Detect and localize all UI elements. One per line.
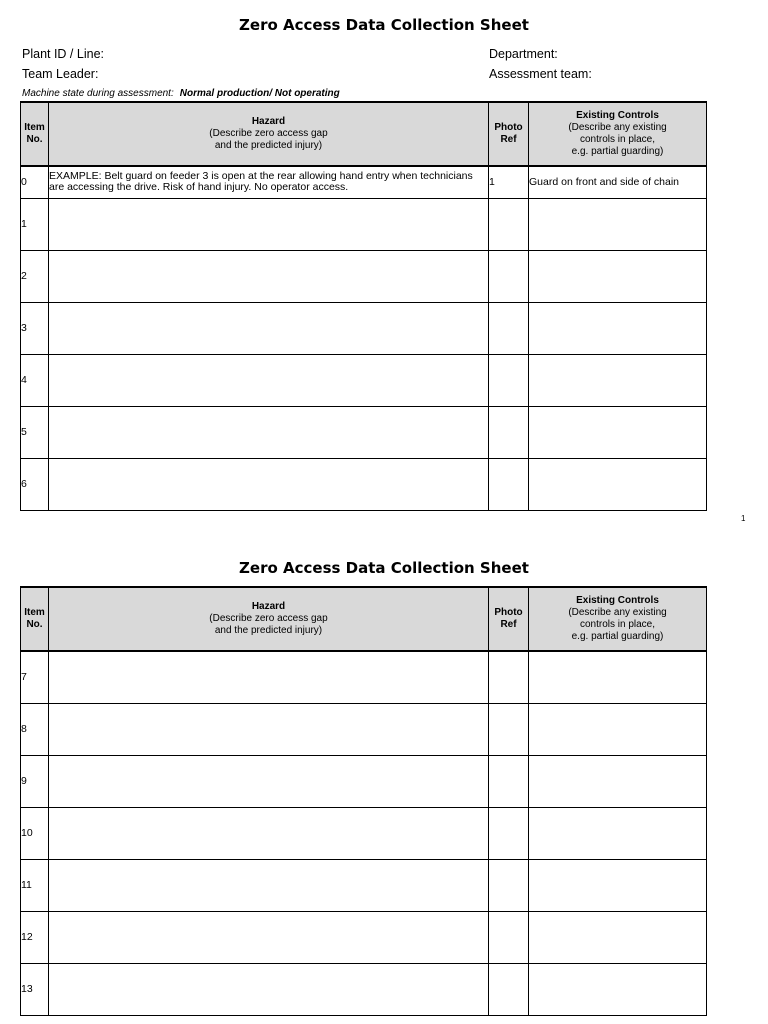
- controls-cell[interactable]: [529, 458, 707, 510]
- hazard-cell[interactable]: [49, 859, 489, 911]
- table-row: [21, 250, 707, 302]
- photo-ref-cell[interactable]: [489, 807, 529, 859]
- existing-controls-header: Existing Controls (Describe any existing controls in place, e.g. partial guarding): [529, 587, 707, 651]
- item-number: 2: [21, 250, 49, 302]
- table-row: [21, 703, 707, 755]
- table-row: [21, 963, 707, 1015]
- item-no-header: Item No.: [21, 587, 49, 651]
- controls-cell[interactable]: [529, 198, 707, 250]
- photo-ref-cell[interactable]: [489, 755, 529, 807]
- table-row: [21, 651, 707, 703]
- hazard-cell[interactable]: [49, 911, 489, 963]
- controls-cell[interactable]: [529, 250, 707, 302]
- photo-ref-cell[interactable]: [489, 354, 529, 406]
- table-row: [21, 807, 707, 859]
- table-row: [21, 198, 707, 250]
- machine-state-label: Machine state during assessment:: [22, 88, 174, 99]
- hazard-cell[interactable]: [49, 807, 489, 859]
- table-row: [21, 458, 707, 510]
- photo-ref-header: Photo Ref: [489, 102, 529, 166]
- photo-ref-header: Photo Ref: [489, 587, 529, 651]
- item-no-header: Item No.: [21, 102, 49, 166]
- hazard-cell[interactable]: [49, 458, 489, 510]
- page-title: Zero Access Data Collection Sheet: [239, 16, 529, 34]
- table-row: [21, 406, 707, 458]
- item-number: 8: [21, 703, 49, 755]
- hazard-cell[interactable]: EXAMPLE: Belt guard on feeder 3 is open at the rear allowing hand entry when technicians are accessing the drive. Risk of hand injury. No operator access.: [49, 166, 489, 198]
- example-row: [21, 166, 707, 198]
- hazard-cell[interactable]: [49, 651, 489, 703]
- controls-cell[interactable]: [529, 911, 707, 963]
- item-number: 7: [21, 651, 49, 703]
- hazard-cell[interactable]: [49, 755, 489, 807]
- photo-ref-cell[interactable]: 1: [489, 166, 529, 198]
- photo-ref-cell[interactable]: [489, 250, 529, 302]
- controls-cell[interactable]: [529, 963, 707, 1015]
- hazard-header: Hazard (Describe zero access gap and the predicted injury): [49, 102, 489, 166]
- controls-cell[interactable]: [529, 703, 707, 755]
- hazard-cell[interactable]: [49, 963, 489, 1015]
- photo-ref-cell[interactable]: [489, 302, 529, 354]
- table-row: [21, 859, 707, 911]
- existing-controls-header: Existing Controls (Describe any existing controls in place, e.g. partial guarding): [529, 102, 707, 166]
- table-row: [21, 755, 707, 807]
- controls-cell[interactable]: [529, 807, 707, 859]
- machine-state-value: Normal production/ Not operating: [179, 88, 340, 99]
- controls-cell[interactable]: [529, 859, 707, 911]
- hazard-cell[interactable]: [49, 354, 489, 406]
- photo-ref-cell[interactable]: [489, 651, 529, 703]
- team-leader-label: Team Leader:: [22, 67, 99, 81]
- table-header-row: [21, 587, 707, 651]
- hazard-table-page-2: [20, 586, 707, 1016]
- table-row: [21, 911, 707, 963]
- table-row: [21, 354, 707, 406]
- photo-ref-cell[interactable]: [489, 859, 529, 911]
- hazard-cell[interactable]: [49, 703, 489, 755]
- item-number: 3: [21, 302, 49, 354]
- controls-cell[interactable]: [529, 651, 707, 703]
- item-number: 5: [21, 406, 49, 458]
- controls-cell[interactable]: [529, 755, 707, 807]
- photo-ref-cell[interactable]: [489, 963, 529, 1015]
- item-number: 13: [21, 963, 49, 1015]
- controls-cell[interactable]: [529, 406, 707, 458]
- hazard-table-page-1: [20, 101, 707, 511]
- item-number: 10: [21, 807, 49, 859]
- hazard-cell[interactable]: [49, 250, 489, 302]
- item-number: 11: [21, 859, 49, 911]
- item-number: 4: [21, 354, 49, 406]
- photo-ref-cell[interactable]: [489, 198, 529, 250]
- controls-cell[interactable]: [529, 302, 707, 354]
- item-number: 0: [21, 166, 49, 198]
- controls-cell[interactable]: [529, 354, 707, 406]
- item-number: 9: [21, 755, 49, 807]
- page-title-2: Zero Access Data Collection Sheet: [239, 559, 529, 577]
- controls-cell[interactable]: Guard on front and side of chain: [529, 166, 707, 198]
- page-number: 1: [741, 514, 746, 523]
- table-row: [21, 302, 707, 354]
- hazard-cell[interactable]: [49, 198, 489, 250]
- hazard-header: Hazard (Describe zero access gap and the predicted injury): [49, 587, 489, 651]
- department-label: Department:: [489, 47, 558, 61]
- photo-ref-cell[interactable]: [489, 703, 529, 755]
- item-number: 6: [21, 458, 49, 510]
- item-number: 1: [21, 198, 49, 250]
- hazard-cell[interactable]: [49, 406, 489, 458]
- photo-ref-cell[interactable]: [489, 406, 529, 458]
- photo-ref-cell[interactable]: [489, 458, 529, 510]
- photo-ref-cell[interactable]: [489, 911, 529, 963]
- hazard-cell[interactable]: [49, 302, 489, 354]
- assessment-team-label: Assessment team:: [489, 67, 592, 81]
- plant-id-label: Plant ID / Line:: [22, 47, 104, 61]
- table-header-row: [21, 102, 707, 166]
- item-number: 12: [21, 911, 49, 963]
- machine-state-line: [22, 88, 340, 99]
